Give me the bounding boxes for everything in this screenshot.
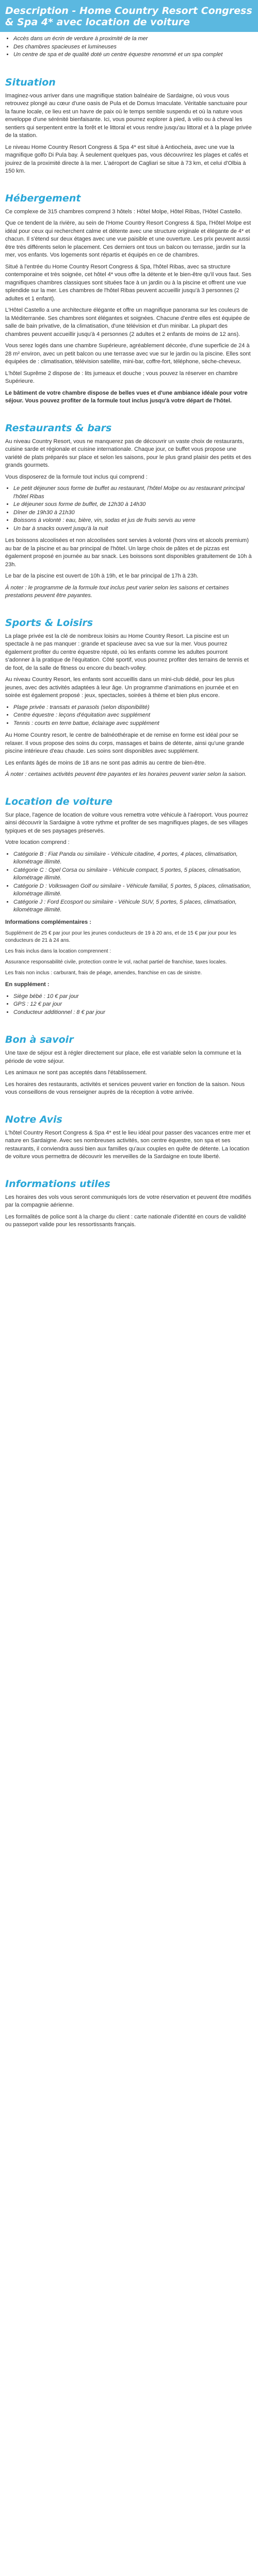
paragraph: Les frais inclus dans la location comprennent : [5,948,111,954]
section-title: Notre Avis [5,1113,62,1125]
list-item: • Boissons à volonté : eau, bière, vin, sodas et jus de fruits servis au verre [13,517,253,525]
section-title: Restaurants & bars [5,422,112,434]
info-label: Informations complémentaires : [5,919,91,925]
list-item: • Des chambres spacieuses et lumineuses [13,43,253,52]
list-item: • Catégorie J : Ford Ecosport ou similaire - Véhicule SUV, 5 portes, 5 places, climatisation, kilométrage illimité. [13,899,253,914]
informations-section [0,1170,258,1238]
section-title: Informations utiles [5,1178,110,1190]
paragraph: Votre location comprend : [5,839,70,845]
paragraph: Sur place, l'agence de location de voiture vous remettra votre véhicule à l'aéroport. Vous pourrez ainsi découvrir la Sardaigne à votre rythme et profiter de ses magnifiques plages, de ses villages typiques et de ses paysages préservés. [5,811,248,834]
restauration-bullets [5,485,253,533]
paragraph: Ce complexe de 315 chambres comprend 3 hôtels : Hôtel Molpe, Hôtel Ribas, l'Hôtel Castello. [5,208,242,215]
list-item: • Accès dans un écrin de verdure à proximité de la mer [13,35,253,43]
paragraph: Les animaux ne sont pas acceptés dans l'établissement. [5,1070,147,1076]
list-item: • Catégorie C : Opel Corsa ou similaire - Véhicule compact, 5 portes, 5 places, climatisation, kilométrage illimité. [13,867,253,883]
supplements-label: En supplément : [5,981,50,988]
page-title: Description - Home Country Resort Congress & Spa 4* avec location de voiture [5,5,252,28]
list-item: • Catégorie D : Volkswagen Golf ou similaire - Véhicule familial, 5 portes, 5 places, climatisation, kilométrage illimité. [13,883,253,899]
paragraph: Supplément de 25 € par jour pour les jeunes conducteurs de 19 à 20 ans, et de 15 € par jour pour les conducteurs de 21 à 24 ans. [5,930,237,943]
paragraph: Vous disposerez de la formule tout inclus qui comprend : [5,473,148,480]
list-item: • Catégorie B : Fiat Panda ou similaire - Véhicule citadine, 4 portes, 4 places, climatisation, kilométrage illimité. [13,851,253,867]
list-item: • Dîner de 19h30 à 21h30 [13,509,253,517]
paragraph: Les horaires des restaurants, activités et services peuvent varier en fonction de la saison. Nous vous conseillons de vous renseigner auprès de la réception à votre arrivée. [5,1081,245,1095]
section-title: Bon à savoir [5,1034,74,1045]
paragraph: Les horaires des vols vous seront communiqués lors de votre réservation et peuvent être modifiés par la compagnie aérienne. [5,1194,251,1208]
paragraph: Les frais non inclus : carburant, frais de péage, amendes, franchise en cas de sinistre. [5,970,202,976]
restauration-section [0,414,258,609]
list-item: • Un centre de spa et de qualité doté un centre équestre renommé et un spa complet [13,51,253,59]
section-title: Hébergement [5,192,81,204]
supplements-list [5,993,253,1017]
footnote: À noter : certaines activités peuvent être payantes et les horaires peuvent varier selon la saison. [5,771,247,777]
list-item: • Tennis : courts en terre battue, éclairage avec supplément [13,720,253,728]
notice-paragraph: Le bâtiment de votre chambre dispose de belles vues et d'une ambiance idéale pour votre séjour. Vous pouvez profiter de la formule tout inclus jusqu'à votre départ de l'hôtel. [5,389,248,404]
list-item: • Centre équestre : leçons d'équitation avec supplément [13,711,253,720]
paragraph: Au niveau Country Resort, les enfants sont accueillis dans un mini-club dédié, pour les plus jeunes, avec des activités adaptées à leur âge. Un programme d'animations en journée et en soirée est également proposé : jeux, spectacles, soirées à thème et bien plus encore. [5,676,239,699]
list-item: • Siège bébé : 10 € par jour [13,993,253,1001]
paragraph: Que ce tendent de la rivière, au sein de l'Home Country Resort Congress & Spa, l'Hôtel Molpe est idéal pour ceux qui recherchent calme et détente avec une structure originale et élégante de 4* et chacun. Il s'étend sur deux étages avec une vue paisible et une ouverture. Les prix peuvent aussi être très différents selon le placement. Ces derniers ont tous un balcon ou terrasse, jardin sur la mer, vos enfants. Vos logements sont répartis et équipés en ce de chambres. [5,220,251,258]
list-item: • Le petit déjeuner sous forme de buffet au restaurant, l'hôtel Molpe ou au restaurant principal l'hôtel Ribas [13,485,253,501]
paragraph: Les boissons alcoolisées et non alcoolisées sont servies à volonté (hors vins et alcools premium) au bar de la piscine et au bar principal de l'hôtel. Un large choix de pâtes et de pizzas est également proposé en journée au bar snack. Les boissons sont disponibles gratuitement de 10h à 23h. [5,537,252,568]
paragraph: Une taxe de séjour est à régler directement sur place, elle est variable selon la commune et la période de votre séjour. [5,1050,241,1064]
paragraph: L'hôtel Suprême 2 dispose de : lits jumeaux et douche ; vous pouvez la réserver en chambre Supérieure. [5,370,238,384]
footnote: À noter : le programme de la formule tout inclus peut varier selon les saisons et certaines prestations peuvent être payantes. [5,584,229,599]
bon-savoir-section [0,1026,258,1106]
situation-section [0,69,258,184]
section-title: Sports & Loisirs [5,617,93,629]
section-title: Location de voiture [5,795,112,807]
paragraph: Imaginez-vous arriver dans une magnifique station balnéaire de Sardaigne, où vous vous retrouvez plongé au cœur d'une oasis de Pula et de Domus Imaculate. Véritable sanctuaire pour la faune locale, ce lieu est un havre de paix où le temps semble suspendu et où la nature vous enveloppe d'une sérénité bienfaisante. Ici, vous pourrez explorer à pied, à vélo ou à cheval les sentiers qui serpentent entre la forêt et le littoral et vous rendre jusqu'au littoral et à la plage privée de la station. [5,92,252,139]
section-title: Situation [5,76,56,88]
paragraph: Vous serez logés dans une chambre Supérieure, agréablement décorée, d'une superficie de 24 à 28 m² environ, avec un petit balcon ou une terrasse avec vue sur le jardin ou la piscine. Elles sont équipées de : climatisation, télévision satellite, mini-bar, coffre-fort, téléphone, sèche-cheveux. [5,343,251,365]
paragraph: Les formalités de police sont à la charge du client : carte nationale d'identité en cours de validité ou passeport valide pour les ressortissants français. [5,1213,246,1228]
intro-section [0,32,258,69]
location-section [0,788,258,1026]
page [0,0,258,1238]
paragraph: Les enfants âgés de moins de 18 ans ne sont pas admis au centre de bien-être. [5,759,206,766]
sports-section [0,609,258,788]
car-categories [5,851,253,914]
list-item: • GPS : 12 € par jour [13,1001,253,1009]
intro-bullets [5,35,253,59]
paragraph: La plage privée est la clé de nombreux loisirs au Home Country Resort. La piscine est un spectacle à ne pas manquer : grande et spacieuse avec sa vue sur la mer. Vous pourrez également profiter du centre équestre réputé, où les enfants comme les adultes pourront s'adonner à la pratique de l'équitation. Côté sportif, vous pourrez profiter des terrains de tennis et de foot, de la salle de fitness ou encore du beach-volley. [5,633,249,671]
paragraph: Le bar de la piscine est ouvert de 10h à 19h, et le bar principal de 17h à 23h. [5,573,199,579]
list-item: • Conducteur additionnel : 8 € par jour [13,1009,253,1017]
paragraph: Assurance responsabilité civile, protection contre le vol, rachat partiel de franchise, taxes locales. [5,959,227,965]
title-banner [0,0,258,32]
paragraph: Le niveau Home Country Resort Congress & Spa 4* est situé à Antiocheia, avec une vue la magnifique golfo Di Pula bay. À seulement quelques pas, vous découvrirez les plages et cafés et jouirez de la proximité directe à la mer. L'aéroport de Cagliari se situe à 73 km, et celui d'Olbia à 150 km. [5,144,248,174]
paragraph: Situé à l'entrée du Home Country Resort Congress & Spa, l'hôtel Ribas, avec sa structure contemporaine et très soignée, cet hôtel 4* vous offre la détente et le bien-être qu'il vous faut. Ses magnifiques chambres classiques sont situées face à un jardin ou à la piscine et offrent une vue splendide sur la mer. Les chambres de l'hôtel Ribas peuvent accueillir jusqu'à 3 personnes (2 adultes et 1 enfant). [5,263,252,302]
list-item: • Un bar à snacks ouvert jusqu'à la nuit [13,525,253,533]
paragraph: L'Hôtel Castello a une architecture élégante et offre un magnifique panorama sur les couleurs de la Méditerranée. Ses chambres sont élégantes et soignées. Chacune d'entre elles est équipée de salle de bain privative, de la climatisation, d'une télévision et d'un minibar. La plupart des chambres peuvent accueillir jusqu'à 4 personnes (2 adultes et 2 enfants de moins de 12 ans). [5,307,250,337]
notre-avis-section [0,1106,258,1170]
paragraph: L'hôtel Country Resort Congress & Spa 4* est le lieu idéal pour passer des vacances entre mer et nature en Sardaigne. Avec ses nombreuses activités, son centre équestre, son spa et ses restaurants, il conviendra aussi bien aux familles qu'aux couples en quête de détente. La location de voiture vous permettra de découvrir les merveilles de la Sardaigne en toute liberté. [5,1129,251,1160]
sports-bullets [5,704,253,728]
hebergement-section [0,184,258,414]
paragraph: Au Home Country resort, le centre de balnéothérapie et de remise en forme est idéal pour se relaxer. Il vous propose des soins du corps, massages et bains de détente, ainsi qu'une grande piscine intérieure d'eau chaude. Les soins sont disponibles avec supplément. [5,732,245,754]
list-item: • Le déjeuner sous forme de buffet, de 12h30 à 14h30 [13,501,253,509]
list-item: • Plage privée : transats et parasols (selon disponibilité) [13,704,253,712]
paragraph: Au niveau Country Resort, vous ne manquerez pas de découvrir un vaste choix de restaurants, cuisine sarde et régionale et cuisine internationale. Chaque jour, ce buffet vous propose une variété de plats préparés sur place et selon les saisons, pour le plus grand plaisir des petits et des grands gourmets. [5,438,251,468]
